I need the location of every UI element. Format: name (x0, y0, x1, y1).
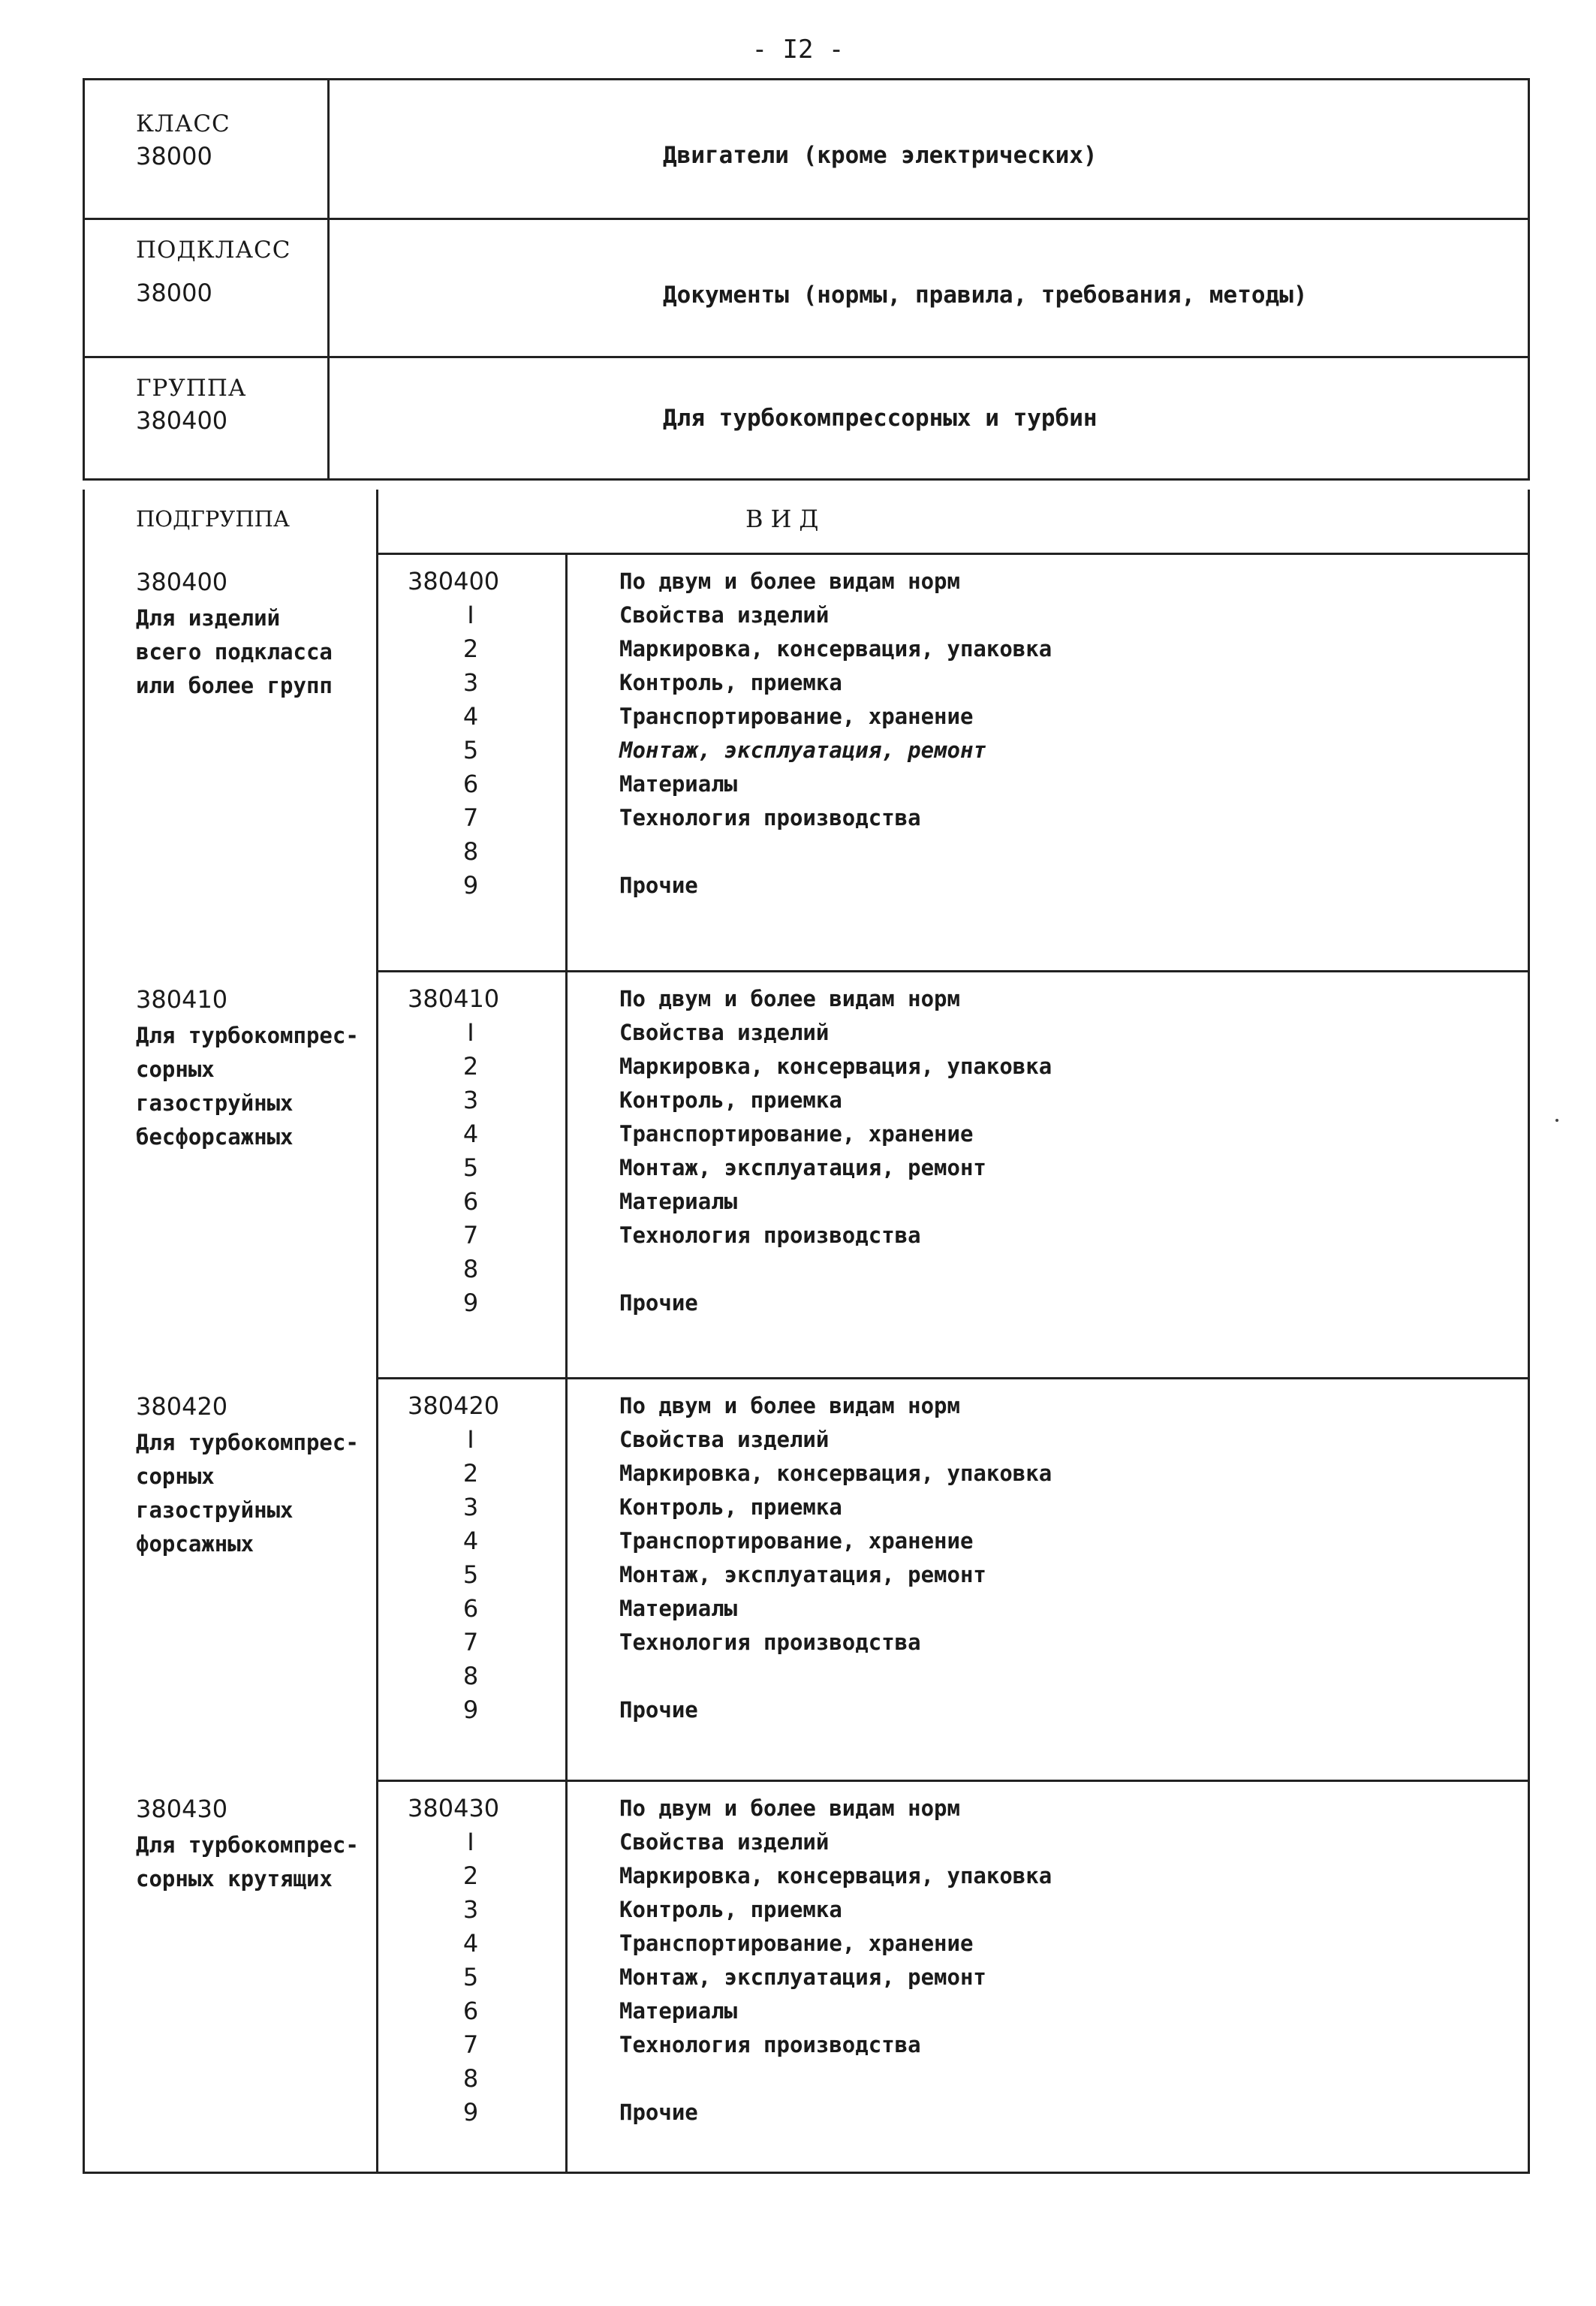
kind-code: 6 (462, 1594, 479, 1623)
kind-name: Материалы (619, 1998, 738, 2024)
subclass-code-cell (85, 220, 330, 356)
kind-name: Прочие (619, 1290, 698, 1316)
kind-code-list (376, 1392, 565, 1730)
kind-name (619, 1662, 1520, 1696)
subclass-title: Документы (нормы, правила, требования, методы) (663, 282, 1308, 309)
kind-code: 8 (462, 837, 479, 866)
kind-name (619, 838, 1520, 872)
kind-name: Маркировка, консервация, упаковка (619, 1460, 1052, 1486)
subgroup-description: Для турбокомпрес- сорных газоструйных бесфорсажных (136, 1023, 359, 1150)
kind-code: 3 (462, 1086, 479, 1114)
kind-name: Технология производства (619, 1629, 921, 1655)
kind-code: 3 (462, 1493, 479, 1521)
row-divider (376, 970, 1528, 972)
group-label: ГРУППА (136, 375, 247, 402)
kind-code: 9 (462, 1289, 479, 1317)
kind-code: 9 (462, 1696, 479, 1724)
kind-code-list (376, 568, 565, 906)
kind-name: По двум и более видам норм (619, 986, 960, 1011)
subgroup-code: 380430 (136, 1795, 228, 1823)
kind-code: 2 (462, 1052, 479, 1081)
kind-code: 4 (462, 1929, 479, 1958)
kind-name: Свойства изделий (619, 1020, 830, 1045)
kind-name: По двум и более видам норм (619, 1795, 960, 1821)
column-divider (565, 553, 568, 2172)
kind-name-list (619, 1392, 1520, 1730)
kind-name: Монтаж, эксплуатация, ремонт (619, 737, 986, 763)
kind-code: 6 (462, 770, 479, 798)
subgroup-description: Для турбокомпрес- сорных газоструйных форсажных (136, 1430, 359, 1557)
kind-name: Свойства изделий (619, 1427, 830, 1452)
class-title: Двигатели (кроме электрических) (663, 142, 1098, 169)
scan-artifact (1555, 1119, 1558, 1122)
kind-code: I (467, 1425, 474, 1454)
kind-code: 7 (462, 1628, 479, 1656)
kind-name-list (619, 568, 1520, 906)
kind-code: 5 (462, 736, 479, 764)
kind-code: 3 (462, 1895, 479, 1924)
kind-name: Маркировка, консервация, упаковка (619, 636, 1052, 662)
group-row (83, 356, 1530, 481)
subgroup-table (83, 490, 1530, 2174)
kind-code: I (467, 1828, 474, 1856)
kind-name: Маркировка, консервация, упаковка (619, 1054, 1052, 1079)
kind-name: Свойства изделий (619, 602, 830, 628)
kind-name: Транспортирование, хранение (619, 1121, 974, 1147)
class-code: 38000 (136, 142, 212, 170)
kind-name (619, 2065, 1520, 2099)
kind-name: Транспортирование, хранение (619, 1528, 974, 1554)
kind-code: 5 (462, 1153, 479, 1182)
row-divider (376, 1780, 1528, 1782)
kind-name: Технология производства (619, 805, 921, 830)
kind-code: 7 (462, 1221, 479, 1249)
kind-name: Контроль, приемка (619, 1897, 842, 1922)
kind-name: Монтаж, эксплуатация, ремонт (619, 1562, 986, 1587)
subclass-label: ПОДКЛАСС (136, 237, 291, 264)
kind-code: 7 (462, 803, 479, 832)
column-header-kind: ВИД (745, 505, 827, 533)
kind-name: Материалы (619, 1596, 738, 1621)
row-divider (376, 553, 1528, 555)
kind-code: 380430 (408, 1794, 500, 1822)
kind-name: Прочие (619, 2100, 698, 2125)
kind-code: 6 (462, 1997, 479, 2025)
kind-code: 8 (462, 2064, 479, 2093)
group-code: 380400 (136, 406, 228, 435)
kind-code: 6 (462, 1187, 479, 1216)
kind-code-list (376, 1795, 565, 2133)
kind-name: Свойства изделий (619, 1829, 830, 1855)
kind-code: I (467, 1018, 474, 1047)
kind-name: Технология производства (619, 2032, 921, 2057)
subclass-row (83, 218, 1530, 356)
class-label: КЛАСС (136, 110, 230, 137)
kind-code: 5 (462, 1560, 479, 1589)
kind-name-list (619, 985, 1520, 1323)
kind-code: 2 (462, 1459, 479, 1488)
kind-name: Транспортирование, хранение (619, 704, 974, 729)
kind-name: Маркировка, консервация, упаковка (619, 1863, 1052, 1889)
subgroup-code: 380420 (136, 1392, 228, 1421)
kind-code: 380420 (408, 1391, 500, 1420)
kind-name: Монтаж, эксплуатация, ремонт (619, 1155, 986, 1180)
kind-name: По двум и более видам норм (619, 568, 960, 594)
kind-name: Контроль, приемка (619, 1087, 842, 1113)
kind-code: 4 (462, 1527, 479, 1555)
page-number: - I2 - (751, 35, 845, 65)
kind-name: Технология производства (619, 1222, 921, 1248)
kind-code: 2 (462, 1861, 479, 1890)
kind-name: Контроль, приемка (619, 670, 842, 695)
kind-name: Прочие (619, 1697, 698, 1723)
subgroup-code: 380410 (136, 985, 228, 1014)
subgroup-description: Для изделий всего подкласса или более групп (136, 605, 333, 698)
kind-name: Материалы (619, 1189, 738, 1214)
kind-name: Транспортирование, хранение (619, 1931, 974, 1956)
subgroup-description: Для турбокомпрес- сорных крутящих (136, 1832, 359, 1892)
kind-code: 4 (462, 1120, 479, 1148)
kind-code: I (467, 601, 474, 629)
kind-name: Контроль, приемка (619, 1494, 842, 1520)
kind-code: 380400 (408, 567, 500, 595)
kind-code: 8 (462, 1662, 479, 1690)
class-code-cell (85, 80, 330, 218)
kind-code: 8 (462, 1255, 479, 1283)
kind-code: 3 (462, 668, 479, 697)
kind-code-list (376, 985, 565, 1323)
subclass-code: 38000 (136, 279, 212, 307)
kind-code: 5 (462, 1963, 479, 1991)
kind-code: 9 (462, 871, 479, 900)
kind-name-list (619, 1795, 1520, 2133)
subgroup-code: 380400 (136, 568, 228, 596)
kind-code: 7 (462, 2030, 479, 2059)
kind-code: 4 (462, 702, 479, 731)
kind-code: 9 (462, 2098, 479, 2127)
kind-code: 2 (462, 635, 479, 663)
group-title: Для турбокомпрессорных и турбин (663, 405, 1098, 432)
group-code-cell (85, 358, 330, 478)
kind-name: Материалы (619, 771, 738, 797)
row-divider (376, 1377, 1528, 1379)
kind-name (619, 1255, 1520, 1289)
kind-code: 380410 (408, 984, 500, 1013)
kind-name: Прочие (619, 873, 698, 898)
class-row (83, 78, 1530, 218)
kind-name: Монтаж, эксплуатация, ремонт (619, 1964, 986, 1990)
column-header-subgroup: ПОДГРУППА (136, 506, 290, 532)
kind-name: По двум и более видам норм (619, 1393, 960, 1418)
